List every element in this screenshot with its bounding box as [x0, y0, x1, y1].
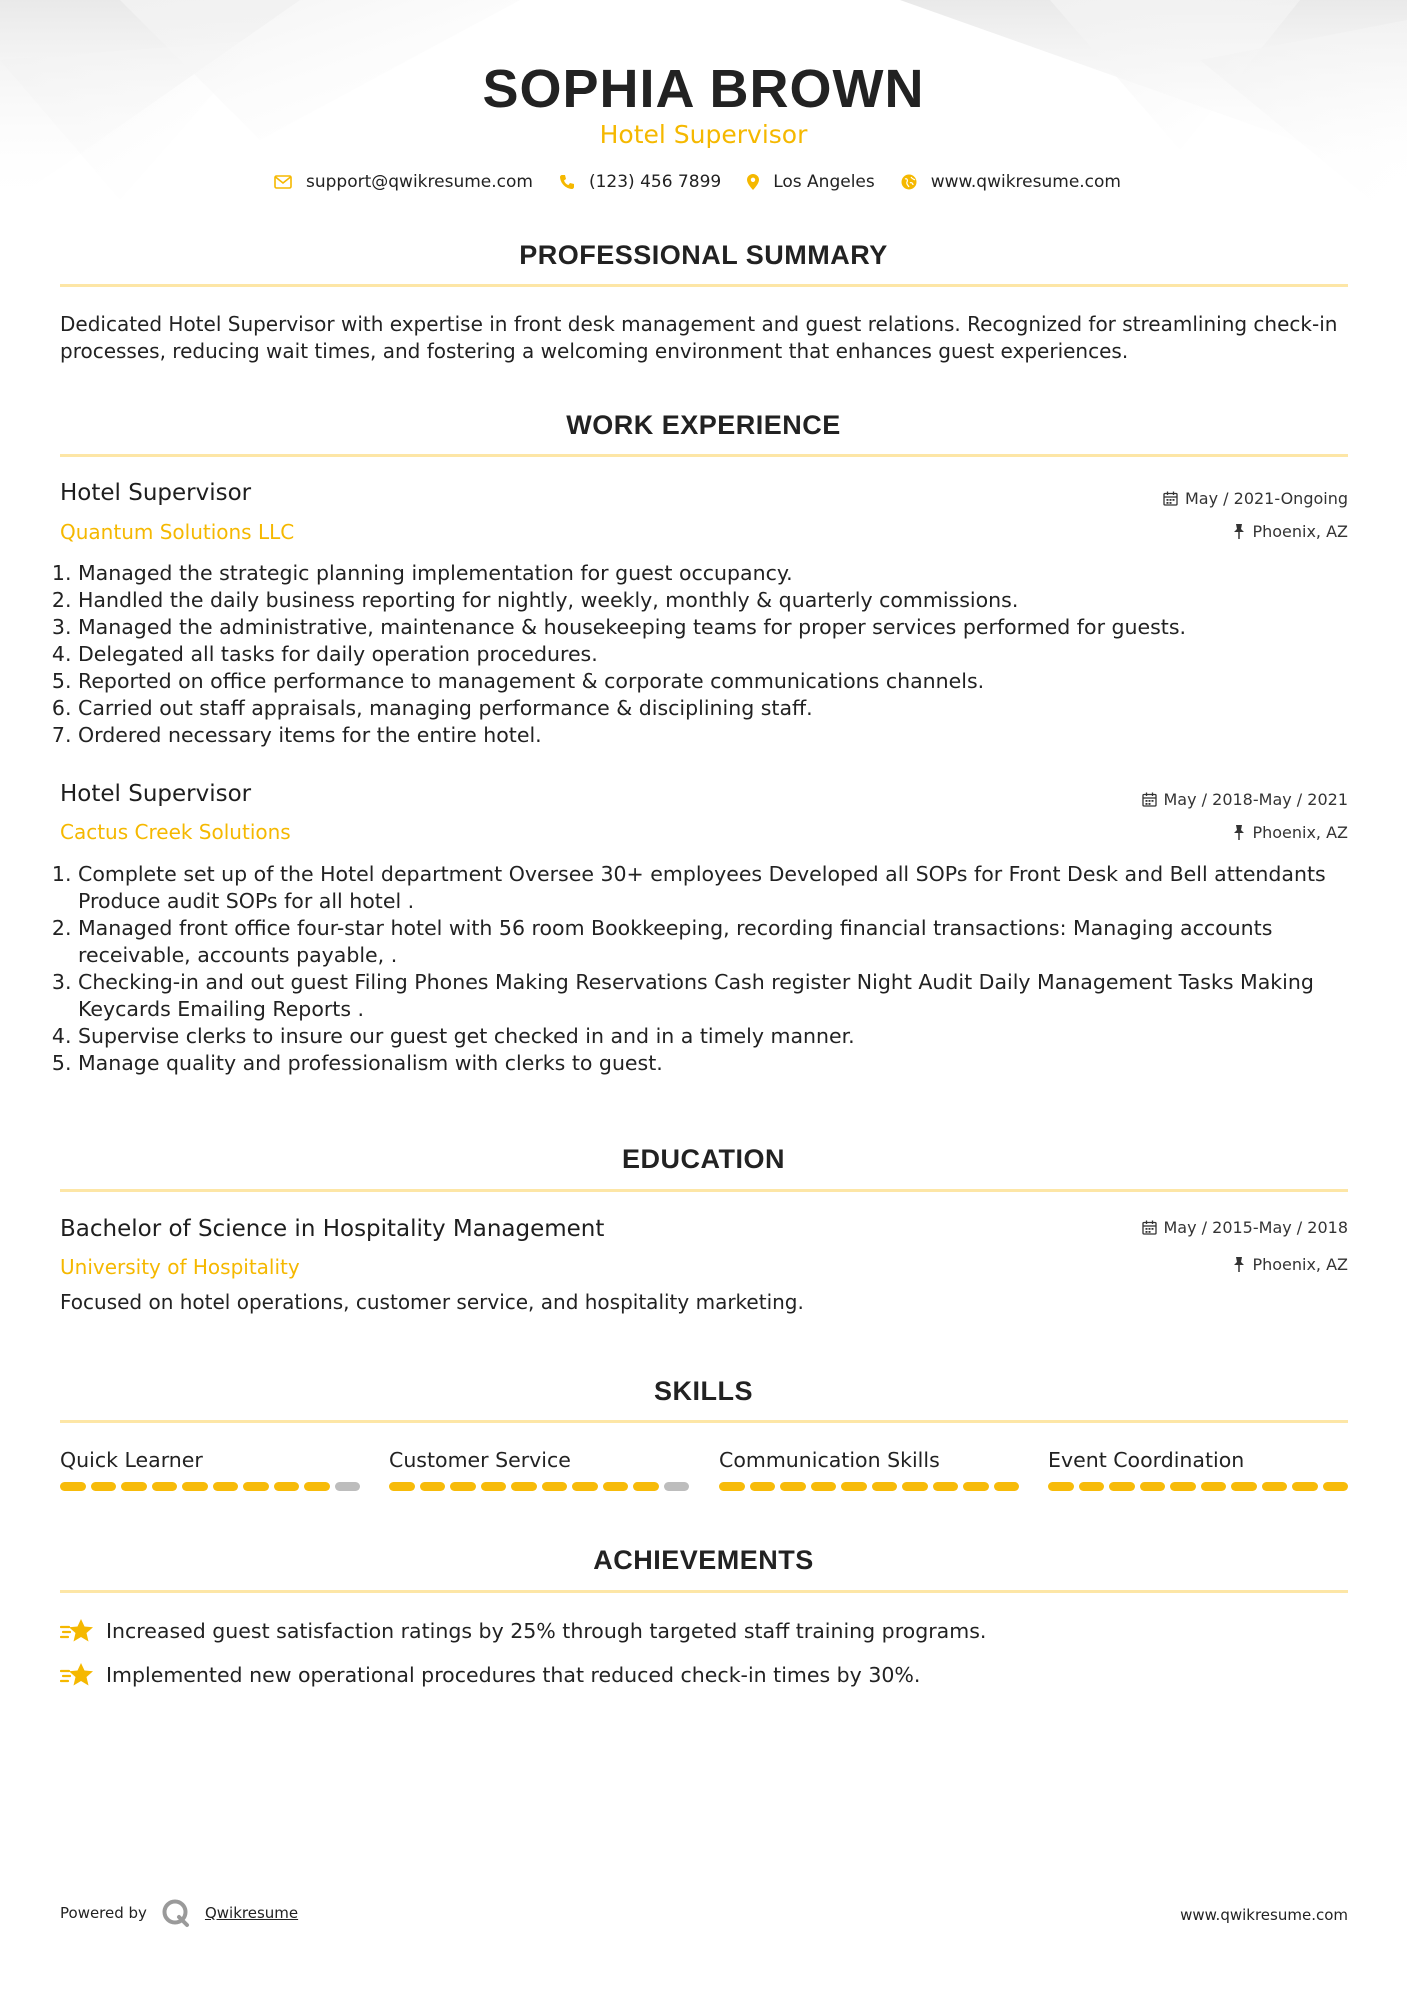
rating-dot-filled: [1048, 1482, 1074, 1491]
skill-rating-bar: [60, 1482, 360, 1491]
list-item: 6. Carried out staff appraisals, managing performance & disciplining staff.: [78, 695, 1368, 722]
rating-dot-empty: [664, 1482, 690, 1491]
rating-dot-filled: [152, 1482, 178, 1491]
skill-name: Customer Service: [389, 1448, 571, 1472]
rating-dot-filled: [603, 1482, 629, 1491]
rating-dot-filled: [1140, 1482, 1166, 1491]
job-location-text: Phoenix, AZ: [1252, 522, 1348, 541]
contact-website[interactable]: [901, 172, 1121, 192]
education-divider: [60, 1189, 1348, 1192]
footer-website[interactable]: www.qwikresume.com: [1180, 1906, 1348, 1924]
candidate-name: SOPHIA BROWN: [482, 59, 925, 119]
calendar-icon: [1163, 491, 1178, 506]
contact-email[interactable]: [274, 172, 533, 192]
job-dates: [1142, 790, 1349, 809]
brand-link[interactable]: Qwikresume: [204, 1904, 299, 1922]
rating-dot-filled: [182, 1482, 208, 1491]
list-item: 1. Complete set up of the Hotel department Oversee 30+ employees Developed all SOPs for Front Desk and Bell attendants Produce audit SOPs for all hotel .: [78, 861, 1368, 915]
pushpin-icon: [1233, 524, 1245, 539]
achievements-divider: [60, 1590, 1348, 1593]
rating-dot-filled: [243, 1482, 269, 1491]
rating-dot-filled: [450, 1482, 476, 1491]
contact-row: [0, 172, 1407, 192]
rating-dot-filled: [1109, 1482, 1135, 1491]
skill-rating-bar: [1048, 1482, 1348, 1491]
job-dates: [1163, 489, 1348, 508]
contact-website-text: www.qwikresume.com: [930, 172, 1121, 192]
rating-dot-filled: [963, 1482, 989, 1491]
education-location-text: Phoenix, AZ: [1252, 1255, 1348, 1274]
rating-dot-filled: [542, 1482, 568, 1491]
star-icon: [60, 1618, 94, 1644]
list-item: 5. Reported on office performance to management & corporate communications channels.: [78, 668, 1368, 695]
education-heading: EDUCATION: [622, 1144, 785, 1174]
contact-phone[interactable]: [559, 172, 721, 192]
qwikresume-logo-icon: [161, 1898, 191, 1928]
contact-email-text: support@qwikresume.com: [306, 172, 533, 192]
rating-dot-filled: [872, 1482, 898, 1491]
job-dates-text: May / 2021-Ongoing: [1185, 489, 1348, 508]
education-dates-text: May / 2015-May / 2018: [1163, 1218, 1348, 1237]
education-dates: [1142, 1218, 1349, 1237]
summary-text: Dedicated Hotel Supervisor with expertise in front desk management and guest relations. Recognized for streamlining check-in processes, reducing wait times, and fostering a welcoming environment that enhances guest experiences.: [60, 312, 1338, 363]
footer-powered-by: [60, 1898, 298, 1928]
job-location: [1233, 823, 1348, 842]
list-item: 7. Ordered necessary items for the entire hotel.: [78, 722, 1368, 749]
phone-icon: [559, 174, 575, 190]
rating-dot-filled: [902, 1482, 928, 1491]
rating-dot-filled: [811, 1482, 837, 1491]
skill-rating-bar: [389, 1482, 689, 1491]
education-description: Focused on hotel operations, customer service, and hospitality marketing.: [60, 1290, 804, 1314]
job-location: [1233, 522, 1348, 541]
contact-phone-text: (123) 456 7899: [588, 172, 722, 192]
skill-name: Event Coordination: [1048, 1448, 1245, 1472]
rating-dot-filled: [841, 1482, 867, 1491]
experience-divider: [60, 454, 1348, 457]
skill-item: [389, 1448, 689, 1491]
rating-dot-filled: [933, 1482, 959, 1491]
rating-dot-filled: [780, 1482, 806, 1491]
experience-heading: WORK EXPERIENCE: [566, 410, 841, 440]
skill-name: Quick Learner: [60, 1448, 203, 1472]
list-item: 2. Managed front office four-star hotel with 56 room Bookkeeping, recording financial transactions: Managing accounts receivable, accounts payable, .: [78, 915, 1368, 969]
job-title: Hotel Supervisor: [60, 781, 252, 807]
list-item: 4. Supervise clerks to insure our guest get checked in and in a timely manner.: [78, 1023, 1368, 1050]
job-location-text: Phoenix, AZ: [1252, 823, 1348, 842]
envelope-icon: [274, 175, 292, 189]
rating-dot-filled: [274, 1482, 300, 1491]
skills-heading: SKILLS: [653, 1376, 753, 1406]
rating-dot-filled: [750, 1482, 776, 1491]
list-item: 5. Manage quality and professionalism with clerks to guest.: [78, 1050, 1368, 1077]
skill-item: [719, 1448, 1019, 1491]
skill-name: Communication Skills: [719, 1448, 940, 1472]
job-company: Quantum Solutions LLC: [60, 520, 295, 544]
rating-dot-filled: [420, 1482, 446, 1491]
pushpin-icon: [1233, 825, 1245, 840]
calendar-icon: [1142, 1220, 1157, 1235]
skill-rating-bar: [719, 1482, 1019, 1491]
achievements-heading: ACHIEVEMENTS: [593, 1545, 814, 1575]
rating-dot-filled: [719, 1482, 745, 1491]
calendar-icon: [1142, 792, 1157, 807]
achievement-text: Increased guest satisfaction ratings by 25% through targeted staff training programs.: [106, 1619, 987, 1643]
achievement-item: [60, 1618, 986, 1644]
rating-dot-filled: [1323, 1482, 1349, 1491]
rating-dot-filled: [1262, 1482, 1288, 1491]
job-bullets: [60, 560, 1368, 749]
contact-location-text: Los Angeles: [773, 172, 875, 192]
rating-dot-filled: [1292, 1482, 1318, 1491]
list-item: 4. Delegated all tasks for daily operation procedures.: [78, 641, 1368, 668]
rating-dot-filled: [511, 1482, 537, 1491]
job-dates-text: May / 2018-May / 2021: [1163, 790, 1348, 809]
powered-by-label: Powered by: [60, 1904, 147, 1922]
skill-item: [1048, 1448, 1348, 1491]
job-bullets: [60, 861, 1368, 1077]
star-icon: [60, 1662, 94, 1688]
rating-dot-filled: [572, 1482, 598, 1491]
skill-item: [60, 1448, 360, 1491]
rating-dot-filled: [389, 1482, 415, 1491]
list-item: 2. Handled the daily business reporting for nightly, weekly, monthly & quarterly commissions.: [78, 587, 1368, 614]
rating-dot-filled: [481, 1482, 507, 1491]
map-pin-icon: [747, 174, 759, 190]
rating-dot-filled: [1231, 1482, 1257, 1491]
achievement-item: [60, 1662, 920, 1688]
education-location: [1233, 1255, 1348, 1274]
contact-location: [747, 172, 875, 192]
rating-dot-filled: [1170, 1482, 1196, 1491]
rating-dot-filled: [633, 1482, 659, 1491]
list-item: 3. Managed the administrative, maintenance & housekeeping teams for proper services performed for guests.: [78, 614, 1368, 641]
achievement-text: Implemented new operational procedures that reduced check-in times by 30%.: [106, 1663, 921, 1687]
skills-divider: [60, 1420, 1348, 1423]
rating-dot-filled: [213, 1482, 239, 1491]
pushpin-icon: [1233, 1257, 1245, 1272]
rating-dot-filled: [91, 1482, 117, 1491]
education-degree: Bachelor of Science in Hospitality Management: [60, 1216, 605, 1242]
rating-dot-filled: [1079, 1482, 1105, 1491]
rating-dot-empty: [335, 1482, 361, 1491]
candidate-title: Hotel Supervisor: [599, 120, 808, 149]
rating-dot-filled: [121, 1482, 147, 1491]
summary-heading: PROFESSIONAL SUMMARY: [519, 240, 888, 270]
rating-dot-filled: [994, 1482, 1020, 1491]
education-school: University of Hospitality: [60, 1255, 300, 1279]
rating-dot-filled: [1201, 1482, 1227, 1491]
rating-dot-filled: [304, 1482, 330, 1491]
globe-icon: [901, 174, 917, 190]
rating-dot-filled: [60, 1482, 86, 1491]
list-item: 3. Checking-in and out guest Filing Phones Making Reservations Cash register Night Audit Daily Management Tasks Making Keycards Emailing Reports .: [78, 969, 1368, 1023]
list-item: 1. Managed the strategic planning implementation for guest occupancy.: [78, 560, 1368, 587]
job-company: Cactus Creek Solutions: [60, 820, 291, 844]
summary-divider: [60, 284, 1348, 287]
job-title: Hotel Supervisor: [60, 480, 252, 506]
